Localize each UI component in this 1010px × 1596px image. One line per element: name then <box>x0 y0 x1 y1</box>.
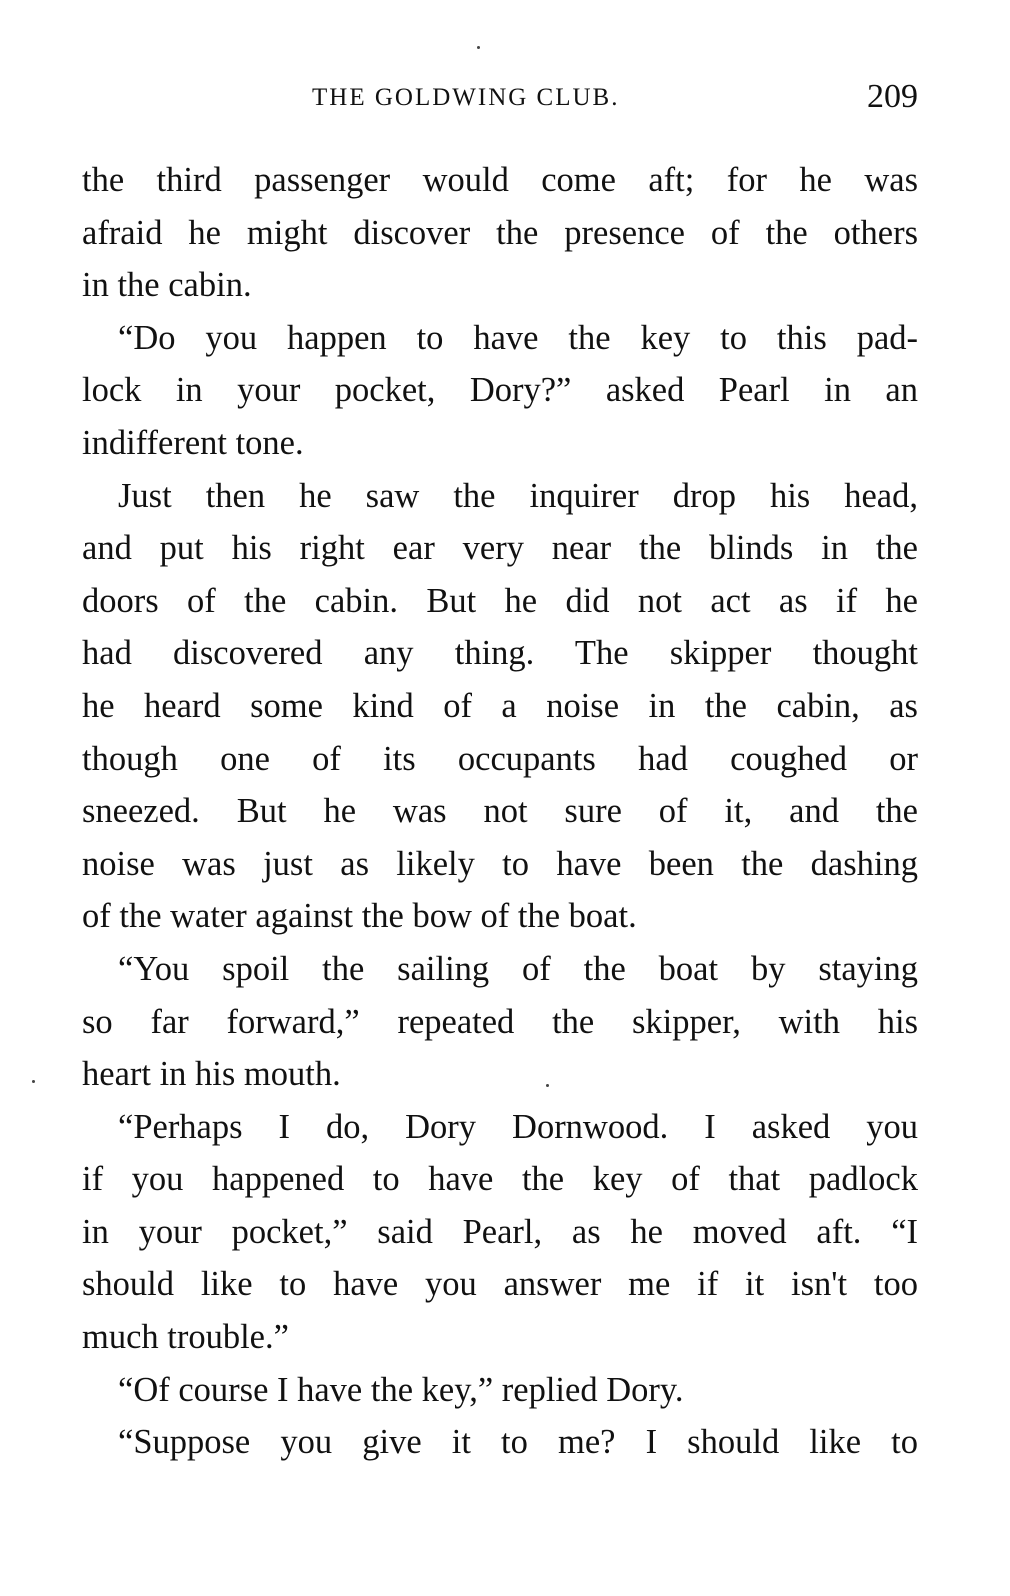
text-line: “Do you happen to have the key to this pad- <box>118 318 918 357</box>
scan-speck <box>546 1084 549 1087</box>
text-line: he heard some kind of a noise in the cabin, as <box>82 686 918 725</box>
text-line: in the cabin. <box>82 266 252 305</box>
text-line: heart in his mouth. <box>82 1055 341 1094</box>
text-line: “Suppose you give it to me? I should like to <box>118 1423 918 1462</box>
text-line: in your pocket,” said Pearl, as he moved aft. “I <box>82 1212 918 1251</box>
text-line: lock in your pocket, Dory?” asked Pearl in an <box>82 371 918 410</box>
text-line: “Of course I have the key,” replied Dory. <box>118 1370 684 1409</box>
text-line: indifferent tone. <box>82 423 304 462</box>
text-line: doors of the cabin. But he did not act as if he <box>82 581 918 620</box>
running-head <box>82 78 918 118</box>
body-text <box>82 154 918 1469</box>
running-title: THE GOLDWING CLUB. <box>312 84 620 111</box>
scan-speck <box>32 1080 35 1083</box>
text-line: the third passenger would come aft; for he was <box>82 161 918 199</box>
text-line: had discovered any thing. The skipper thought <box>82 634 918 673</box>
text-line: afraid he might discover the presence of the others <box>82 213 918 252</box>
text-line: sneezed. But he was not sure of it, and the <box>82 792 918 831</box>
text-line: noise was just as likely to have been the dashing <box>82 844 918 883</box>
text-line: much trouble.” <box>82 1318 289 1357</box>
text-line: and put his right ear very near the blinds in the <box>82 529 918 568</box>
text-line: if you happened to have the key of that padlock <box>82 1160 918 1199</box>
text-line: so far forward,” repeated the skipper, with his <box>82 1002 918 1041</box>
text-line: “You spoil the sailing of the boat by staying <box>118 949 918 988</box>
text-line: Just then he saw the inquirer drop his head, <box>118 476 918 515</box>
text-line: though one of its occupants had coughed or <box>82 739 918 778</box>
text-line: “Perhaps I do, Dory Dornwood. I asked you <box>118 1107 918 1146</box>
text-line: of the water against the bow of the boat. <box>82 897 637 936</box>
page-number: 209 <box>867 78 918 115</box>
scan-speck <box>477 46 480 49</box>
text-line: should like to have you answer me if it isn't too <box>82 1265 918 1304</box>
